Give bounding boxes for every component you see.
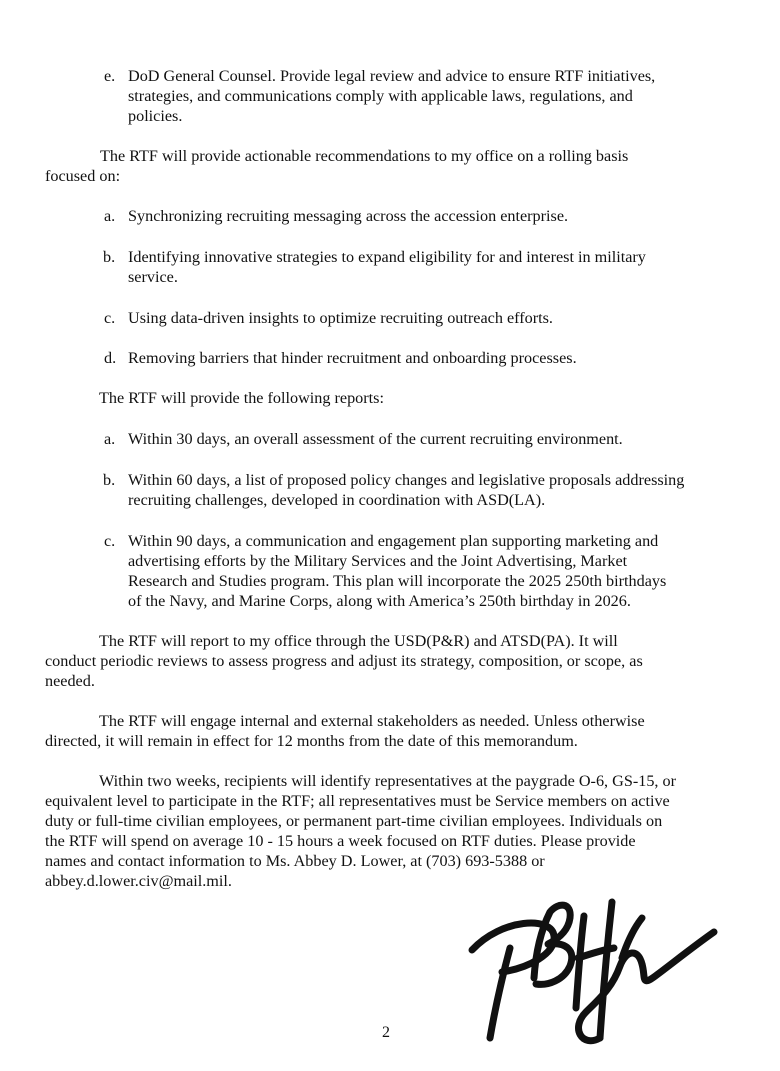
list-marker: e. (104, 67, 116, 85)
signature-image (462, 888, 722, 1048)
text-line: directed, it will remain in effect for 12 months from the date of this memorandum. (45, 732, 578, 750)
text-line: advertising efforts by the Military Services and the Joint Advertising, Market (128, 552, 628, 570)
text-line: The RTF will provide the following reports: (99, 389, 384, 407)
text-line: equivalent level to participate in the RTF; all representatives must be Service members on active (45, 792, 670, 810)
text-line: DoD General Counsel. Provide legal review and advice to ensure RTF initiatives, (128, 67, 656, 85)
text-line: focused on: (45, 167, 121, 185)
list-marker: c. (104, 309, 116, 327)
text-line: Within 60 days, a list of proposed policy changes and legislative proposals addressing (128, 471, 685, 489)
text-line: Within 90 days, a communication and engagement plan supporting marketing and (128, 532, 659, 550)
text-line: The RTF will provide actionable recommendations to my office on a rolling basis (100, 147, 629, 165)
text-line: needed. (45, 672, 95, 690)
text-line: the RTF will spend on average 10 - 15 hours a week focused on RTF duties. Please provide (45, 832, 636, 850)
text-line: conduct periodic reviews to assess progress and adjust its strategy, composition, or scope, as (45, 652, 643, 670)
text-line: strategies, and communications comply with applicable laws, regulations, and (128, 87, 633, 105)
list-marker: a. (104, 430, 116, 448)
text-line: duty or full-time civilian employees, or permanent part-time civilian employees. Individuals on (45, 812, 663, 830)
list-marker: b. (103, 248, 116, 266)
text-line: names and contact information to Ms. Abbey D. Lower, at (703) 693-5388 or (45, 852, 545, 870)
text-line: The RTF will engage internal and external stakeholders as needed. Unless otherwise (99, 712, 645, 730)
text-line: abbey.d.lower.civ@mail.mil. (45, 872, 232, 890)
text-line: Within two weeks, recipients will identify representatives at the paygrade O-6, GS-15, or (99, 772, 676, 790)
text-line: Within 30 days, an overall assessment of the current recruiting environment. (128, 430, 623, 448)
text-line: Synchronizing recruiting messaging across the accession enterprise. (128, 207, 569, 225)
list-marker: d. (104, 349, 117, 367)
text-line: Using data-driven insights to optimize recruiting outreach efforts. (128, 309, 553, 327)
text-line: of the Navy, and Marine Corps, along with America’s 250th birthday in 2026. (128, 592, 631, 610)
text-line: recruiting challenges, developed in coordination with ASD(LA). (128, 491, 546, 509)
list-marker: a. (104, 207, 116, 225)
text-line: Research and Studies program. This plan will incorporate the 2025 250th birthdays (128, 572, 667, 590)
text-line: service. (128, 268, 178, 286)
list-marker: c. (104, 532, 116, 550)
page-number: 2 (382, 1024, 390, 1041)
text-line: The RTF will report to my office through the USD(P&R) and ATSD(PA). It will (99, 632, 618, 650)
list-marker: b. (103, 471, 116, 489)
text-line: Removing barriers that hinder recruitment and onboarding processes. (128, 349, 577, 367)
text-line: Identifying innovative strategies to expand eligibility for and interest in military (128, 248, 646, 266)
text-line: policies. (128, 107, 183, 125)
